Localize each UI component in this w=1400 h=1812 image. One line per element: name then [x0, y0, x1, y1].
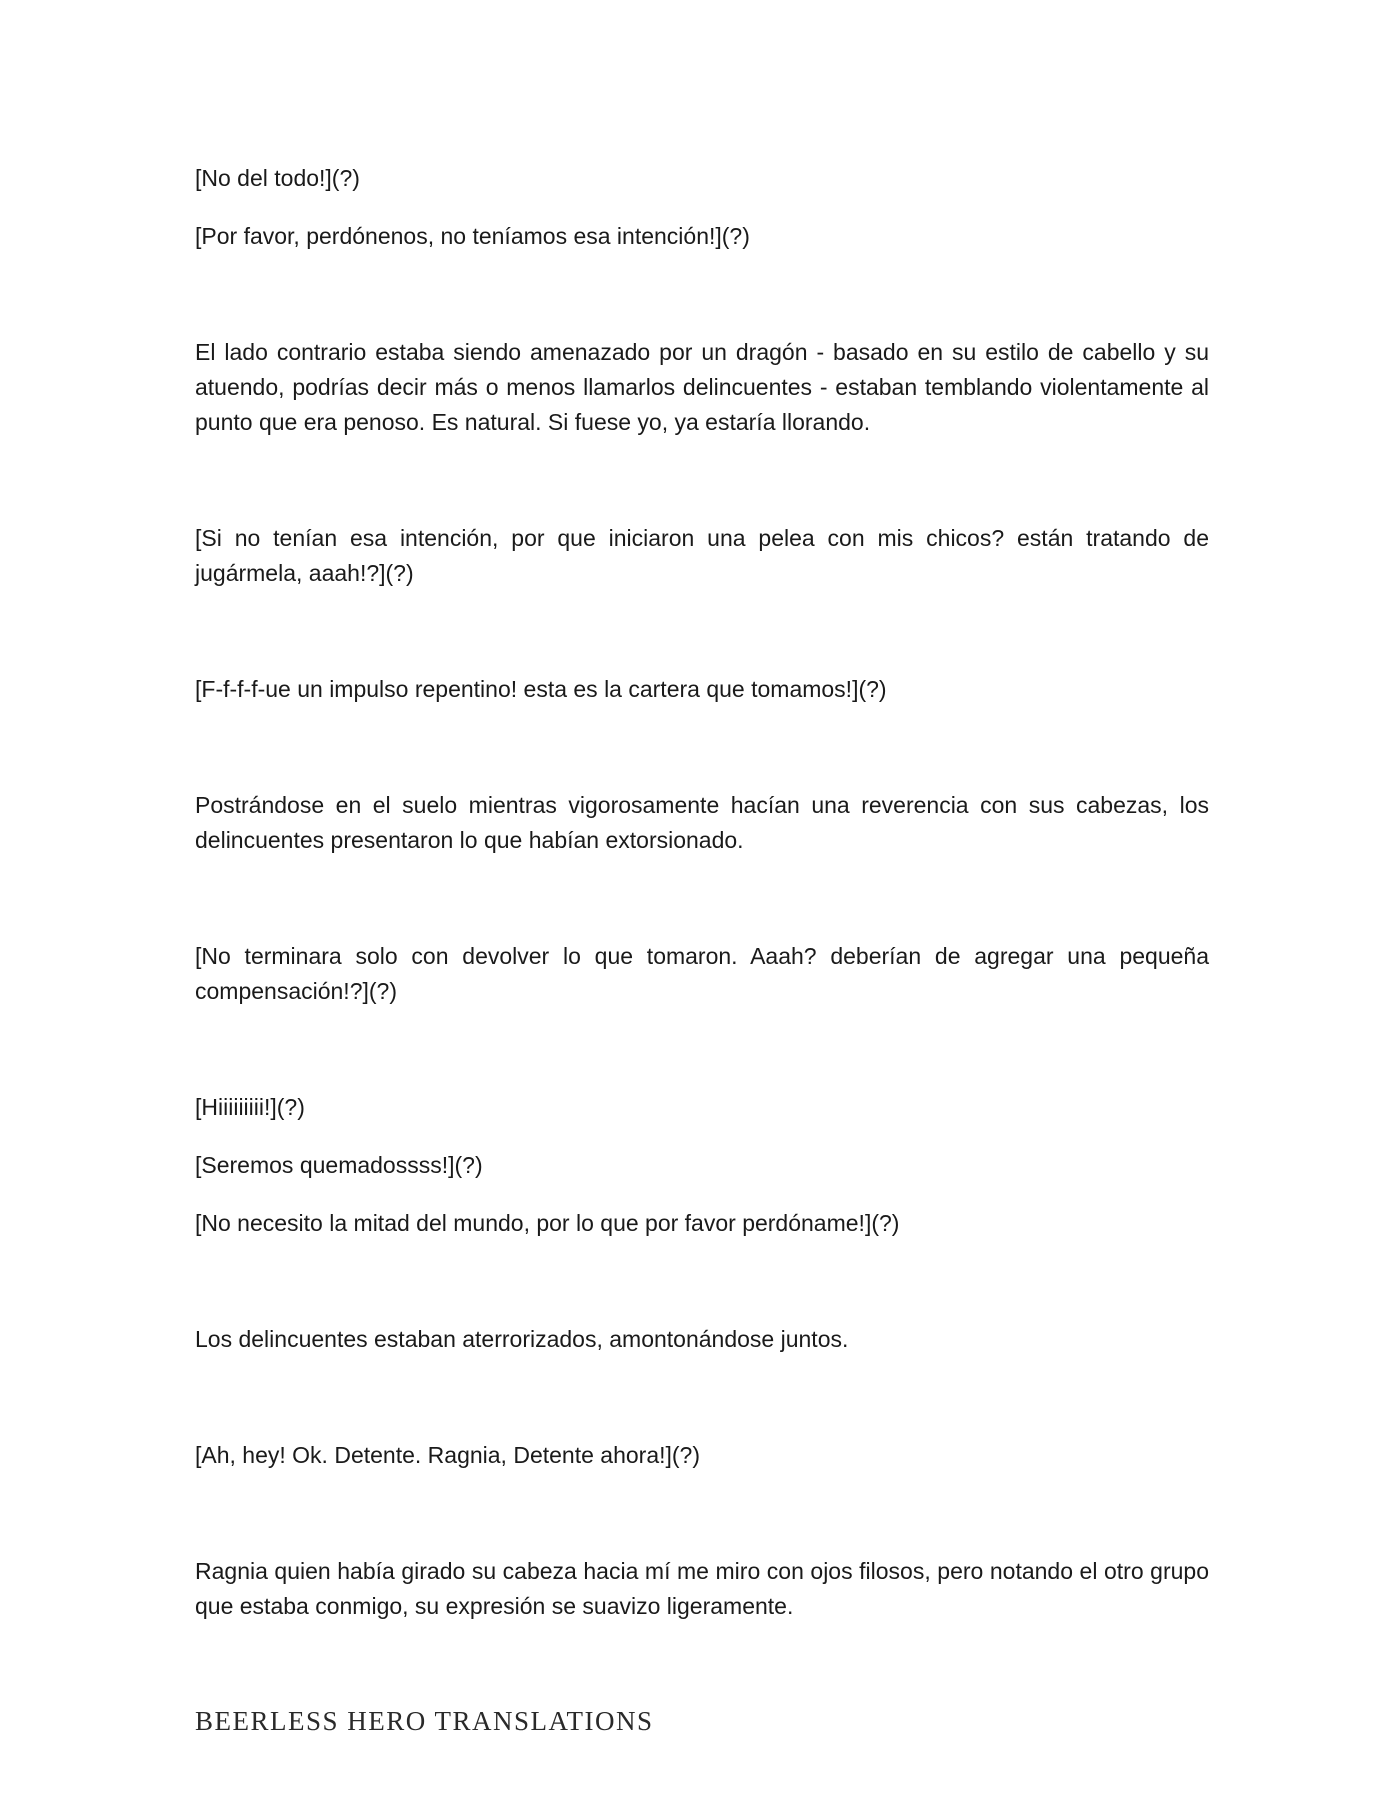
narration-paragraph: El lado contrario estaba siendo amenazado por un dragón - basado en su estilo de cabello y su atuendo, podrías decir más o menos llamarlos delincuentes - estaban temblando violentamente al punto que era penoso. Es natural. Si fuese yo, ya estaría llorando.: [195, 339, 1209, 435]
narration-paragraph: Los delincuentes estaban aterrorizados, amontonándose juntos.: [195, 1326, 849, 1352]
narration-paragraph: Ragnia quien había girado su cabeza hacia mí me miro con ojos filosos, pero notando el otro grupo que estaba conmigo, su expresión se suavizo ligeramente.: [195, 1558, 1209, 1619]
dialogue-line: [F-f-f-f-ue un impulso repentino! esta es la cartera que tomamos!](?): [195, 676, 887, 702]
dialogue-line: [No necesito la mitad del mundo, por lo que por favor perdóname!](?): [195, 1210, 900, 1236]
dialogue-line: [No terminara solo con devolver lo que tomaron. Aaah? deberían de agregar una pequeña compensación!?](?): [195, 943, 1209, 1004]
dialogue-line: [Si no tenían esa intención, por que iniciaron una pelea con mis chicos? están tratando de jugármela, aaah!?](?): [195, 525, 1209, 586]
dialogue-line: [Ah, hey! Ok. Detente. Ragnia, Detente ahora!](?): [195, 1442, 701, 1468]
footer-credit: BEERLESS HERO TRANSLATIONS: [195, 1706, 654, 1736]
narration-paragraph: Postrándose en el suelo mientras vigorosamente hacían una reverencia con sus cabezas, los delincuentes presentaron lo que habían extorsionado.: [195, 792, 1209, 853]
dialogue-line: [Por favor, perdónenos, no teníamos esa intención!](?): [195, 223, 750, 249]
dialogue-line: [No del todo!](?): [195, 165, 360, 191]
dialogue-line: [Hiiiiiiiii!](?): [195, 1094, 305, 1120]
dialogue-line: [Seremos quemadossss!](?): [195, 1152, 483, 1178]
